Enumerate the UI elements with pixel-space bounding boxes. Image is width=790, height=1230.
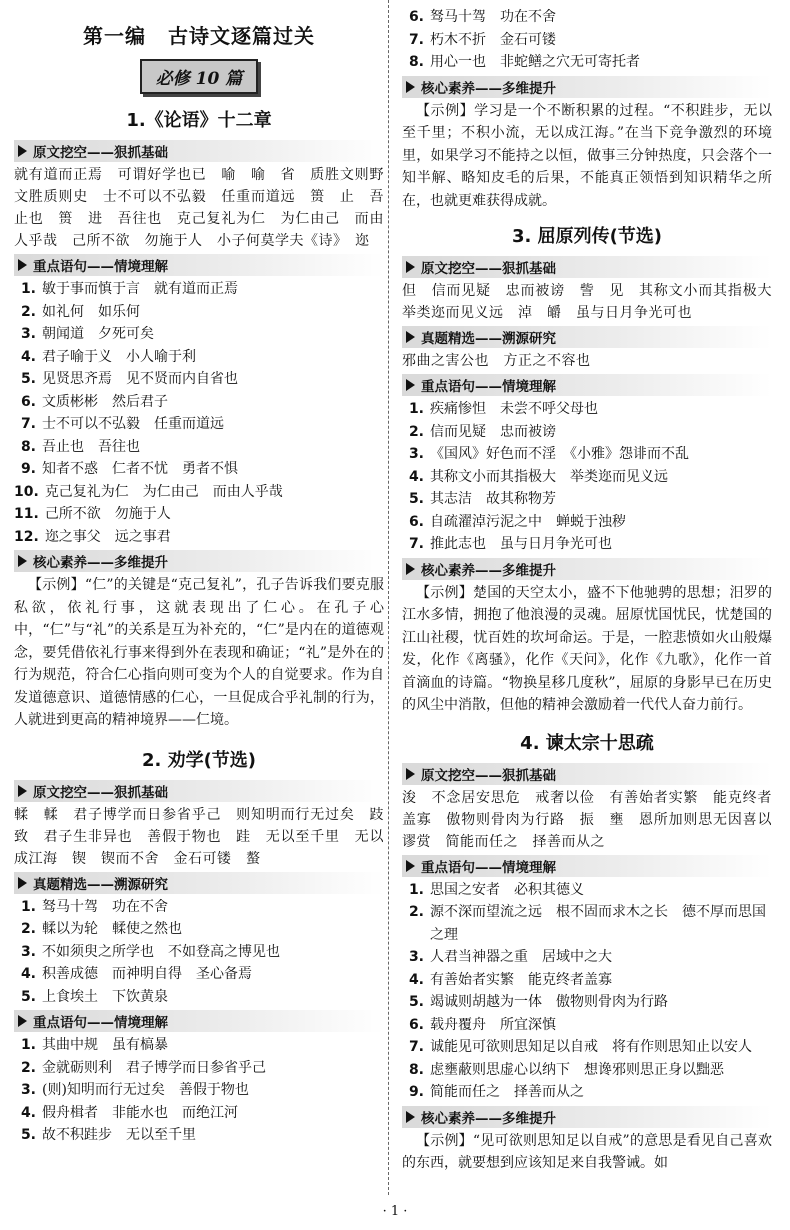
item-number: 8. — [408, 54, 424, 70]
item-text: 知者不惑 仁者不忧 勇者不惧 — [42, 461, 238, 477]
item-number: 8. — [20, 438, 36, 455]
list-item — [14, 1034, 384, 1057]
item-number: 1. — [408, 401, 424, 417]
section-header: 重点语句——情境理解 — [402, 374, 772, 396]
item-number: 4. — [20, 966, 36, 982]
item-number: 4. — [20, 1104, 36, 1121]
triangle-icon — [18, 145, 27, 157]
item-number: 2. — [20, 921, 36, 937]
triangle-icon — [18, 785, 27, 797]
item-text: 疾痛惨怛 未尝不呼父母也 — [430, 401, 598, 417]
item-text: 朽木不折 金石可镂 — [430, 31, 556, 48]
example-paragraph: 【示例】“仁”的关键是“克己复礼”，孔子告诉我们要克服私欲，依礼行事，这就表现出了仁心。在孔子心中，“仁”与“礼”的关系是互为补充的，“仁”是内在的道德观念，要凭借依礼行事来得到外在表现和确证；“礼”是外在的行为规范，符合仁心指向则可变为个人的自觉要求。作为自发道德意识、道德情感的仁心，一旦促成合乎礼制的行为，人就进到更高的精神境界——仁境。 — [14, 577, 384, 728]
item-number: 3. — [20, 326, 36, 342]
item-text: 人君当神器之重 居域中之大 — [430, 949, 612, 965]
section-header: 原文挖空——狠抓基础 — [402, 256, 772, 278]
list-item — [14, 323, 384, 346]
list-item — [14, 368, 384, 391]
item-text: 如礼何 如乐何 — [42, 303, 140, 320]
item-number: 1. — [408, 881, 424, 898]
sentence-list — [14, 278, 384, 548]
triangle-icon — [18, 555, 27, 567]
list-item — [402, 29, 772, 52]
lesson-title: 4. 谏太宗十思疏 — [520, 732, 654, 754]
sentence-list — [402, 879, 772, 1104]
section-header: 核心素养——多维提升 — [14, 550, 384, 572]
item-text: 驽马十驾 功在不舍 — [430, 9, 556, 25]
example-paragraph: 【示例】“见可欲则思知足以自戒”的意思是看见自己喜欢的东西，就要想到应该知足来自我警诫。如 — [402, 1132, 772, 1171]
item-number: 3. — [20, 1082, 36, 1098]
section-header: 原文挖空——狠抓基础 — [14, 140, 384, 162]
example-paragraph: 【示例】学习是一个不断积累的过程。“不积跬步，无以至千里；不积小流，无以成江海。”在当下竞争激烈的环境里，如果学习不能持之以恒，做事三分钟热度，只会落个一知半解、略知皮毛的后果，不能真正领悟到知识精华之所在，也就更难获得成就。 — [402, 102, 772, 209]
list-item — [14, 413, 384, 436]
lesson-title: 1.《论语》十二章 — [126, 110, 272, 131]
page-number: · 1 · — [382, 1204, 408, 1219]
item-text: 推此志也 虽与日月争光可也 — [430, 536, 612, 552]
item-number: 1. — [20, 898, 36, 915]
triangle-icon — [406, 563, 415, 575]
triangle-icon — [406, 379, 415, 391]
item-number: 7. — [408, 536, 424, 552]
list-item — [14, 503, 384, 526]
item-text: 吾止也 吾往也 — [42, 438, 140, 455]
item-text: 信而见疑 忠而被谤 — [430, 423, 556, 440]
section-header: 核心素养——多维提升 — [402, 558, 772, 580]
list-item — [14, 458, 384, 481]
item-text: 不如须臾之所学也 不如登高之博见也 — [42, 943, 280, 960]
item-text: 见贤思齐焉 见不贤而内自省也 — [42, 371, 238, 387]
list-item — [402, 51, 772, 74]
item-text: 其志洁 故其称物芳 — [430, 491, 556, 507]
lesson-title: 2. 劝学(节选) — [141, 749, 257, 771]
list-item — [402, 1036, 772, 1059]
list-item — [402, 879, 772, 902]
list-item — [402, 443, 772, 466]
list-item — [402, 969, 772, 992]
list-item — [402, 6, 772, 29]
item-number: 9. — [20, 461, 36, 477]
example-paragraph: 【示例】楚国的天空太小，盛不下他驰骋的思想；汨罗的江水多情，拥抱了他浪漫的灵魂。屈原忧国忧民，忧楚国的江山社稷，忧百姓的坎坷命运。于是，一腔悲愤如火山般爆发，化作《离骚》，化作《天问》，化作《九歌》，化作一首首滴血的诗篇。“物换星移几度秋”，屈原的身影早已在历史的风尘中消散，但他的精神会激励着一代代人奋力前行。 — [402, 584, 772, 713]
triangle-icon — [406, 860, 415, 872]
item-number: 2. — [408, 423, 424, 440]
item-text: 驽马十驾 功在不舍 — [42, 898, 168, 915]
item-number: 6. — [408, 9, 424, 25]
item-number: 9. — [408, 1084, 424, 1100]
list-item — [14, 1057, 384, 1080]
item-number: 6. — [408, 1016, 424, 1033]
list-item — [402, 511, 772, 534]
item-text: 简能而任之 择善而从之 — [430, 1084, 584, 1100]
section-header: 真题精选——溯源研究 — [14, 872, 384, 894]
item-number: 4. — [408, 971, 424, 988]
list-item — [14, 301, 384, 324]
item-text: 有善始者实繁 能克终者盖寡 — [430, 971, 612, 988]
item-number: 7. — [408, 31, 424, 48]
item-text: 文质彬彬 然后君子 — [42, 393, 168, 410]
list-item — [402, 533, 772, 556]
fill-blank-text: 邪曲之害公也 方正之不容也 — [402, 353, 591, 369]
section-header: 真题精选——溯源研究 — [402, 326, 772, 348]
item-number: 5. — [20, 371, 36, 387]
list-item — [14, 918, 384, 941]
item-text: 假舟楫者 非能水也 而绝江河 — [42, 1104, 238, 1121]
list-item — [402, 946, 772, 969]
item-number: 3. — [408, 446, 424, 462]
item-text: 故不积跬步 无以至千里 — [42, 1127, 196, 1143]
item-number: 2. — [20, 1059, 36, 1076]
item-text: 载舟覆舟 所宜深慎 — [430, 1016, 556, 1033]
fill-blank-text: 但 信而见疑 忠而被谤 訾 见 其称文小而其指极大 举类迩而见义远 淖 皭 虽与日月争光可也 — [402, 283, 787, 321]
item-number: 7. — [408, 1039, 424, 1055]
list-item — [14, 896, 384, 919]
list-item — [402, 1059, 772, 1082]
item-text: 金就砺则利 君子博学而日参省乎己 — [42, 1059, 266, 1076]
list-item — [14, 963, 384, 986]
item-number: 5. — [20, 988, 36, 1005]
list-item — [14, 1102, 384, 1125]
item-number: 3. — [408, 949, 424, 965]
item-number: 12. — [14, 528, 39, 545]
list-item — [402, 901, 772, 946]
section-header: 核心素养——多维提升 — [402, 76, 772, 98]
item-text: 虑壅蔽则思虚心以纳下 想谗邪则思正身以黜恶 — [430, 1061, 724, 1078]
item-text: 源不深而望流之远 根不固而求木之长 德不厚而思国之理 — [430, 904, 766, 943]
item-number: 8. — [408, 1061, 424, 1078]
triangle-icon — [18, 1015, 27, 1027]
left-column — [14, 6, 399, 1147]
item-number: 5. — [408, 994, 424, 1010]
list-item — [14, 986, 384, 1009]
triangle-icon — [406, 1111, 415, 1123]
book-label: 必修 10 篇 — [140, 59, 259, 94]
section-header: 原文挖空——狠抓基础 — [14, 780, 384, 802]
item-number: 1. — [20, 281, 36, 297]
section-header: 核心素养——多维提升 — [402, 1106, 772, 1128]
section-header: 重点语句——情境理解 — [14, 1010, 384, 1032]
item-number: 10. — [14, 483, 39, 500]
item-text: 輮以为轮 輮使之然也 — [42, 921, 182, 937]
list-item — [14, 346, 384, 369]
item-number: 7. — [20, 416, 36, 432]
item-text: 君子喻于义 小人喻于利 — [42, 348, 196, 365]
triangle-icon — [406, 261, 415, 273]
item-number: 2. — [20, 303, 36, 320]
list-item — [402, 488, 772, 511]
section-header: 原文挖空——狠抓基础 — [402, 763, 772, 785]
item-number: 1. — [20, 1037, 36, 1053]
item-text: 竭诚则胡越为一体 傲物则骨肉为行路 — [430, 994, 668, 1010]
item-text: (则)知明而行无过矣 善假于物也 — [42, 1082, 249, 1098]
list-item — [14, 1124, 384, 1147]
list-item — [402, 991, 772, 1014]
triangle-icon — [406, 81, 415, 93]
section-header: 重点语句——情境理解 — [402, 855, 772, 877]
item-number: 6. — [408, 513, 424, 530]
item-number: 5. — [408, 491, 424, 507]
item-text: 积善成德 而神明自得 圣心备焉 — [42, 966, 252, 982]
list-item — [14, 436, 384, 459]
list-item — [14, 941, 384, 964]
right-column — [402, 6, 787, 1175]
item-text: 其称文小而其指极大 举类迩而见义远 — [430, 468, 668, 485]
item-text: 思国之安者 必积其德义 — [430, 881, 584, 898]
list-item — [14, 391, 384, 414]
item-text: 诚能见可欲则思知足以自戒 将有作则思知止以安人 — [430, 1039, 752, 1055]
item-number: 4. — [408, 468, 424, 485]
list-item — [14, 278, 384, 301]
item-text: 用心一也 非蛇鳝之穴无可寄托者 — [430, 54, 640, 70]
item-number: 2. — [408, 904, 424, 920]
list-item — [14, 526, 384, 549]
triangle-icon — [18, 259, 27, 271]
fill-blank-text: 輮 輮 君子博学而日参省乎己 则知明而行无过矣 跂 致 君子生非异也 善假于物也 跬 无以至千里 无以成江海 锲 锲而不舍 金石可镂 螯 — [14, 806, 399, 867]
list-item — [402, 398, 772, 421]
item-text: 士不可以不弘毅 任重而道远 — [42, 416, 224, 432]
sentence-list — [14, 1034, 384, 1147]
triangle-icon — [406, 768, 415, 780]
triangle-icon — [18, 877, 27, 889]
lesson-title: 3. 屈原列传(节选) — [511, 226, 663, 247]
item-number: 3. — [20, 943, 36, 960]
part-title: 第一编 古诗文逐篇过关 — [83, 24, 315, 48]
item-text: 敏于事而慎于言 就有道而正焉 — [42, 281, 238, 297]
item-number: 4. — [20, 348, 36, 365]
item-text: 朝闻道 夕死可矣 — [42, 326, 154, 342]
triangle-icon — [406, 331, 415, 343]
list-item — [14, 1079, 384, 1102]
list-item — [402, 1081, 772, 1104]
list-item — [402, 421, 772, 444]
fill-blank-text: 就有道而正焉 可谓好学也已 喻 喻 省 质胜文则野 文胜质则史 士不可以不弘毅 任重而道远 篑 止 吾止也 篑 进 吾往也 克己复礼为仁 为仁由己 而由人乎哉 己所不欲 勿施于人 小子何莫学夫《诗》 迩 — [14, 167, 399, 249]
item-text: 迩之事父 远之事君 — [44, 528, 171, 545]
list-item — [402, 466, 772, 489]
section-header: 重点语句——情境理解 — [14, 254, 384, 276]
list-item — [402, 1014, 772, 1037]
list-item — [14, 481, 384, 504]
item-number: 5. — [20, 1127, 36, 1143]
item-text: 自疏濯淖污泥之中 蝉蜕于浊秽 — [430, 513, 626, 530]
sentence-list — [14, 896, 384, 1009]
item-text: 其曲中规 虽有槁暴 — [42, 1037, 168, 1053]
sentence-list — [402, 398, 772, 556]
item-text: 《国风》好色而不淫 《小雅》怨诽而不乱 — [430, 446, 689, 462]
sentence-list — [402, 6, 772, 74]
item-number: 11. — [14, 506, 39, 522]
item-text: 己所不欲 勿施于人 — [44, 506, 171, 522]
fill-blank-text: 浚 不念居安思危 戒奢以俭 有善始者实繁 能克终者盖寡 傲物则骨肉为行路 振 壅 恩所加则思无因喜以谬赏 简能而任之 择善而从之 — [402, 789, 772, 850]
item-text: 克己复礼为仁 为仁由己 而由人乎哉 — [44, 483, 283, 500]
item-number: 6. — [20, 393, 36, 410]
item-text: 上食埃土 下饮黄泉 — [42, 988, 168, 1005]
